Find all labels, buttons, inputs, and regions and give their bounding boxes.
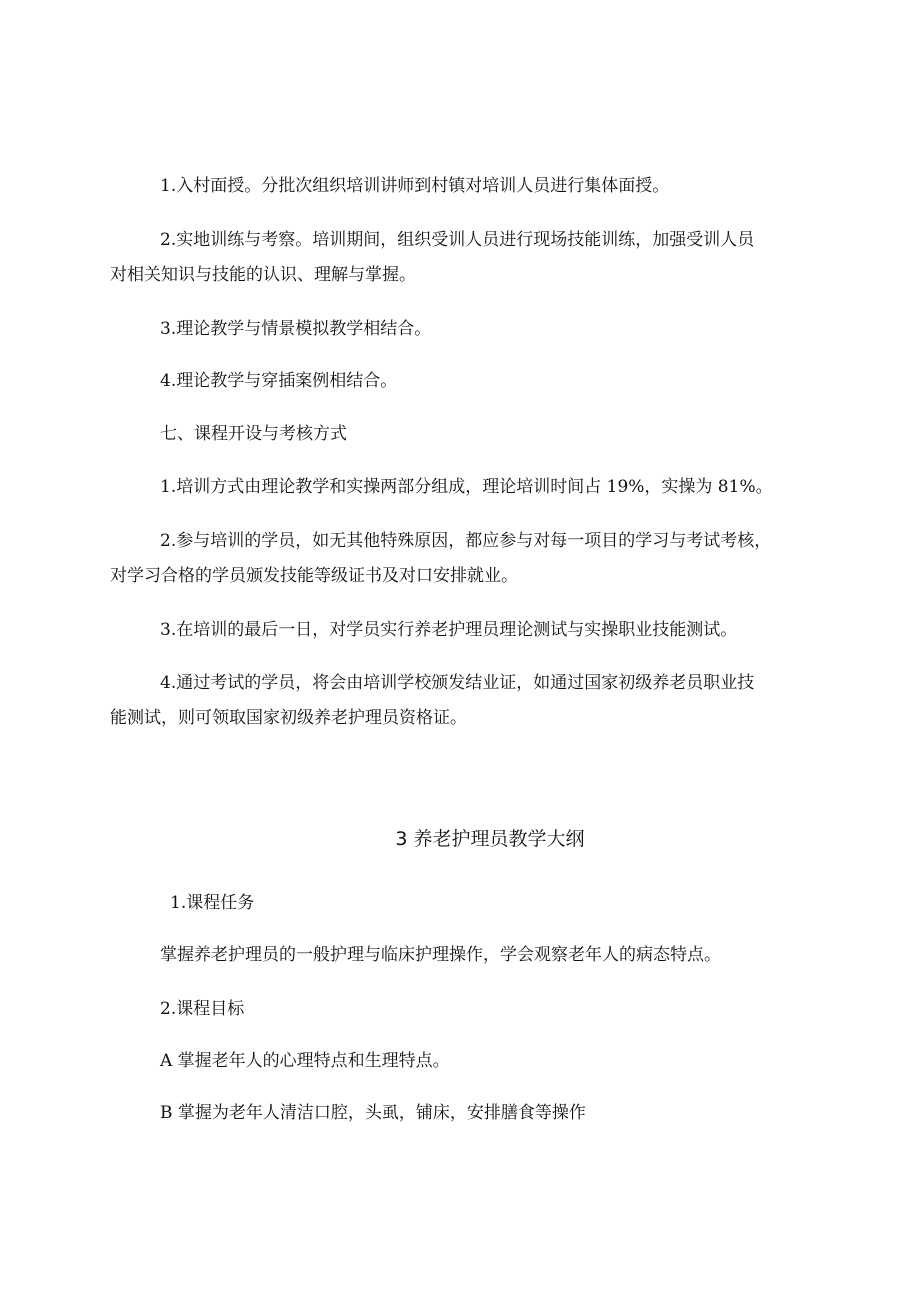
paragraph-assessment-2-line1: 2.参与培训的学员，如无其他特殊原因，都应参与对每一项目的学习与考试考核，	[160, 531, 772, 551]
paragraph-assessment-2-line2: 对学习合格的学员颁发技能等级证书及对口安排就业。	[110, 566, 518, 586]
outline-goal-heading: 2.课程目标	[160, 999, 245, 1019]
paragraph-assessment-4-line1: 4.通过考试的学员，将会由培训学校颁发结业证，如通过国家初级养老员职业技	[160, 673, 755, 693]
outline-goal-b: B 掌握为老年人清洁口腔，头虱，铺床，安排膳食等操作	[160, 1103, 586, 1123]
paragraph-assessment-3: 3.在培训的最后一日，对学员实行养老护理员理论测试与实操职业技能测试。	[160, 620, 738, 640]
paragraph-method-2-line2: 对相关知识与技能的认识、理解与掌握。	[110, 265, 416, 285]
outline-task-heading: 1.课程任务	[170, 893, 255, 913]
outline-task-text: 掌握养老护理员的一般护理与临床护理操作，学会观察老年人的病态特点。	[160, 945, 721, 965]
paragraph-method-2-line1: 2.实地训练与考察。培训期间，组织受训人员进行现场技能训练，加强受训人员	[160, 230, 755, 250]
paragraph-assessment-1: 1.培训方式由理论教学和实操两部分组成，理论培训时间占 19%，实操为 81%。	[160, 477, 773, 497]
section-heading-7: 七、课程开设与考核方式	[160, 424, 347, 444]
paragraph-method-1: 1.入村面授。分批次组织培训讲师到村镇对培训人员进行集体面授。	[160, 176, 670, 196]
paragraph-assessment-4-line2: 能测试，则可领取国家初级养老护理员资格证。	[110, 708, 467, 728]
outline-goal-a: A 掌握老年人的心理特点和生理特点。	[160, 1051, 450, 1071]
outline-title: 3 养老护理员教学大纲	[395, 828, 585, 850]
paragraph-method-4: 4.理论教学与穿插案例相结合。	[160, 371, 398, 391]
paragraph-method-3: 3.理论教学与情景模拟教学相结合。	[160, 319, 432, 339]
